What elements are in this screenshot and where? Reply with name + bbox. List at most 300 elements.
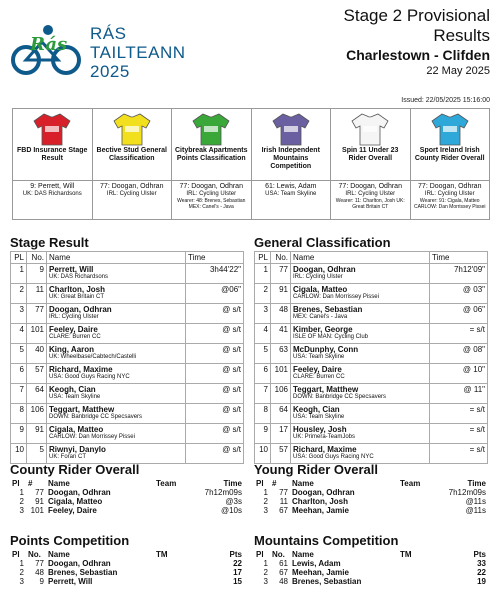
header-team: TM [400,550,412,559]
header-no: No. [271,252,291,264]
table-row [254,488,488,497]
cell-time: = s/t [430,444,488,464]
jersey-wearer: Wearer: 91: Cigala, Matteo CARLOW: Dan Morrissey Pissei [413,198,486,210]
rider-name: Teggart, Matthew [293,385,359,394]
cell-time: @ s/t [186,364,244,384]
cell-no: 64 [27,384,47,404]
cell-name [47,424,186,444]
header-team: TM [156,550,168,559]
cell-team [398,488,438,497]
cell-no: 64 [271,404,291,424]
table-row [255,344,488,364]
cell-pl: 2 [11,284,27,304]
cell-no: 40 [27,344,47,364]
cell-no: 101 [271,364,291,384]
cell-time: @ 08" [430,344,488,364]
young-rider-table [254,479,488,515]
table-row [11,444,244,464]
header-name: Name [292,479,314,488]
cell-name [47,404,186,424]
header-pl: Pl [12,479,20,488]
jersey-leader-name: 77: Doogan, Odhran [179,183,243,190]
cell-no: 5 [27,444,47,464]
cell-no: 57 [27,364,47,384]
cell-pl: 3 [263,506,268,515]
cell-name [47,384,186,404]
race-logo [8,20,90,80]
header-pl: Pl [12,550,20,559]
rider-name: Kimber, George [293,325,353,334]
cell-pl: 1 [263,559,268,568]
cell-no: 17 [271,424,291,444]
jersey-cell [411,109,490,219]
cell-no: 11 [279,497,288,506]
cell-no: 77 [279,488,288,497]
table-row [255,404,488,424]
cell-pl: 3 [255,304,271,324]
rider-name: McDunphy, Conn [293,345,359,354]
jersey-leader [21,181,84,198]
table-row [255,364,488,384]
cell-time: @ 11" [430,384,488,404]
cell-no: 77 [271,264,291,284]
cell-name [291,284,430,304]
table-row [10,559,244,568]
yellow-jersey-icon [112,112,152,146]
rider-team: USA: Good Guys Racing NYC [293,454,374,460]
rider-name: Meehan, Jamie [292,506,349,515]
jersey-leader [411,181,490,210]
table-row [254,497,488,506]
rider-name: Cigala, Matteo [48,497,103,506]
jersey-title: Citybreak Apartments Points Classification [175,147,248,162]
cell-pl: 6 [11,364,27,384]
rider-team: CARLOW: Dan Morrissey Pissei [49,434,135,440]
cell-no: 106 [271,384,291,404]
cell-team [154,559,194,568]
table-header-row [10,550,244,559]
cell-pl: 3 [11,304,27,324]
header-pl: PL [255,252,271,264]
table-header-row [11,252,244,264]
table-header-row [10,479,244,488]
table-row [254,577,488,586]
cell-pl: 9 [255,424,271,444]
cell-time: 3h44'22" [186,264,244,284]
cyclist-logo-icon [8,20,90,80]
cell-time: @ s/t [186,444,244,464]
cell-pl: 1 [263,488,268,497]
cell-time: @ s/t [186,424,244,444]
rider-name: Housley, Josh [293,425,347,434]
cell-time: @ s/t [186,324,244,344]
table-row [254,568,488,577]
jersey-cell [252,109,332,219]
table-row [254,506,488,515]
cell-no: 48 [271,304,291,324]
cell-pl: 6 [255,364,271,384]
cell-no: 101 [27,324,47,344]
rider-name: Brenes, Sebastian [292,577,362,586]
rider-name: Lewis, Adam [292,559,341,568]
rider-name: Doogan, Odhran [293,265,356,274]
table-row [10,568,244,577]
header-pl: Pl [256,550,264,559]
stage-date: 22 May 2025 [426,65,490,77]
table-row [10,497,244,506]
cell-name [47,444,186,464]
cell-name [291,384,430,404]
table-row [11,324,244,344]
cell-team [398,559,438,568]
cell-pts: 22 [477,568,486,577]
page-header [0,0,500,110]
cell-pl: 2 [255,284,271,304]
rider-team: UK: Foran CT [49,454,87,460]
rider-team: UK: DAS Richardsons [49,274,109,280]
rider-team: IRL: Cycling Ulster [293,274,343,280]
cell-no: 77 [35,559,44,568]
stage-result-title: Stage Result [10,235,89,250]
jersey-title: Irish Independent Mountains Competition [261,147,320,170]
header-pts: Pts [229,550,242,559]
rider-name: King, Aaron [49,345,95,354]
svg-text:Rás: Rás [30,34,68,55]
jersey-title: Bective Stud General Classification [96,147,167,162]
cell-time: @ s/t [186,344,244,364]
header-no: # [272,479,277,488]
race-name-line1: RÁS [90,24,127,43]
header-pl: Pl [256,479,264,488]
jersey-cell [331,109,411,219]
cell-pl: 3 [263,577,268,586]
cell-time: @ s/t [186,384,244,404]
cell-name [47,344,186,364]
cell-pl: 10 [11,444,27,464]
jersey-wearer: Wearer: 48: Brenes, Sebastian MEX: Canel's - Java [177,198,246,210]
cell-pl: 7 [11,384,27,404]
header-name: Name [291,252,430,264]
table-row [255,444,488,464]
issued-timestamp: Issued: 22/05/2025 15:16:00 [401,97,490,104]
header-time: Time [467,479,486,488]
table-row [255,264,488,284]
rider-name: Teggart, Matthew [49,405,115,414]
jersey-title: Sport Ireland Irish County Rider Overall [414,147,485,162]
header-time: Time [430,252,488,264]
cell-pl: 3 [19,506,24,515]
jersey-leader-team: IRL: Cycling Ulster [424,191,475,197]
cell-pl: 8 [255,404,271,424]
table-row [11,284,244,304]
cell-pl: 1 [19,488,24,497]
cell-no: 77 [35,488,44,497]
cell-no: 91 [35,497,44,506]
cell-pl: 4 [11,324,27,344]
table-row [11,384,244,404]
cell-pl: 2 [263,568,268,577]
header-time: Time [223,479,242,488]
table-header-row [254,550,488,559]
jersey-leader-team: USA: Team Skyline [265,191,317,197]
jersey-leader-name: 77: Doogan, Odhran [100,183,164,190]
table-header-row [254,479,488,488]
rider-team: ISLE OF MAN: Cycling Club [293,334,369,340]
cell-no: 57 [271,444,291,464]
young-rider-title: Young Rider Overall [254,462,379,477]
header-no: No. [27,252,47,264]
jersey-leader [98,181,165,198]
cell-time: = s/t [430,404,488,424]
rider-team: USA: Team Skyline [293,414,345,420]
cell-pl: 3 [19,577,24,586]
rider-team: IRL: Cycling Ulster [49,314,99,320]
cell-no: 61 [279,559,288,568]
stage-title: Stage 2 Provisional [343,6,490,25]
rider-name: Meehan, Jamie [292,568,349,577]
cell-pl: 5 [255,344,271,364]
table-row [255,384,488,404]
cell-time: 7h12m09s [448,488,486,497]
cell-no: 48 [279,577,288,586]
header-name: Name [48,479,70,488]
rider-name: Charlton, Josh [292,497,349,506]
table-row [10,506,244,515]
rider-team: USA: Team Skyline [293,354,345,360]
table-header-row [255,252,488,264]
mountains-table [254,550,488,586]
table-row [11,364,244,384]
rider-team: UK: Wheelbase/Cabtech/Castelli [49,354,137,360]
rider-team: CARLOW: Dan Morrissey Pissei [293,294,379,300]
rider-team: CLARE: Burren CC [49,334,101,340]
cell-time: @06" [186,284,244,304]
rider-name: Riwnyi, Danylo [49,445,106,454]
header-name: Name [47,252,186,264]
table-row [255,284,488,304]
cell-pts: 19 [477,577,486,586]
cell-name [291,364,430,384]
jersey-leader [331,181,410,210]
rider-team: USA: Team Skyline [49,394,101,400]
cell-time: = s/t [430,324,488,344]
red-jersey-icon [32,112,72,146]
cell-pl: 5 [11,344,27,364]
cell-no: 63 [271,344,291,364]
header-name: Name [48,550,70,559]
table-row [11,404,244,424]
cell-time: @11s [465,506,486,515]
county-rider-table [10,479,244,515]
jersey-leader-team: IRL: Cycling Ulster [106,191,157,197]
cyan-jersey-icon [430,112,470,146]
cell-no: 67 [279,506,288,515]
cell-time: 7h12m09s [204,488,242,497]
header-name: Name [292,550,314,559]
header-no: # [28,479,33,488]
cell-pts: 33 [477,559,486,568]
cell-no: 77 [27,304,47,324]
table-row [11,344,244,364]
cell-team [154,497,194,506]
table-row [255,424,488,444]
cell-pts: 17 [233,568,242,577]
rider-name: Perrett, Will [48,577,93,586]
jersey-leader-name: 77: Doogan, Odhran [418,183,482,190]
rider-name: Charlton, Josh [49,285,106,294]
cell-pl: 2 [19,568,24,577]
table-row [254,559,488,568]
cell-time: = s/t [430,424,488,444]
cell-time: @ 06" [430,304,488,324]
header-team: Team [156,479,177,488]
cell-name [291,424,430,444]
points-title: Points Competition [10,533,130,548]
cell-no: 41 [271,324,291,344]
jersey-cell [93,109,173,219]
cell-pts: 15 [233,577,242,586]
cell-team [154,568,194,577]
cell-name [291,304,430,324]
jersey-leader [172,181,251,210]
table-row [255,304,488,324]
cell-no: 91 [271,284,291,304]
rider-team: UK: Primera-TeamJobs [293,434,356,440]
cell-pts: 22 [233,559,242,568]
cell-pl: 2 [19,497,24,506]
jersey-cell [13,109,93,219]
race-name-line2: TAILTEANN [90,43,186,62]
rider-name: Feeley, Daire [49,325,98,334]
cell-no: 67 [279,568,288,577]
cell-name [291,264,430,284]
cell-no: 48 [35,568,44,577]
rider-name: Brenes, Sebastian [293,305,363,314]
rider-name: Doogan, Odhran [49,305,112,314]
stage-route: Charlestown - Clifden [346,47,490,63]
table-row [11,424,244,444]
cell-team [154,506,194,515]
table-row [11,304,244,324]
cell-time: @3s [225,497,242,506]
jersey-wearer: Wearer: 11: Charlton, Josh UK: Great Britain CT [335,198,405,210]
header-no: No. [28,550,41,559]
header-no: No. [272,550,285,559]
rider-team: CLARE: Burren CC [293,374,345,380]
jersey-cell [172,109,252,219]
rider-name: Richard, Maxime [293,445,357,454]
cell-no: 106 [27,404,47,424]
rider-name: Keogh, Cian [293,405,340,414]
cell-name [291,444,430,464]
cell-team [154,488,194,497]
header-team: Team [400,479,421,488]
table-row [255,324,488,344]
rider-team: DOWN: Banbridge CC Specsavers [293,394,387,400]
race-name-line3: 2025 [90,62,130,81]
cell-time: @11s [465,497,486,506]
header-pl: PL [11,252,27,264]
rider-team: USA: Good Guys Racing NYC [49,374,130,380]
rider-name: Doogan, Odhran [48,488,111,497]
table-row [10,488,244,497]
cell-name [47,324,186,344]
cell-time: @10s [220,506,242,515]
cell-pl: 4 [255,324,271,344]
rider-team: DOWN: Banbridge CC Specsavers [49,414,143,420]
rider-name: Feeley, Daire [48,506,97,515]
cell-name [47,364,186,384]
jersey-leader-team: IRL: Cycling Ulster [186,191,237,197]
cell-team [398,506,438,515]
cell-pl: 7 [255,384,271,404]
cell-team [398,577,438,586]
gc-table [254,251,488,464]
rider-name: Doogan, Odhran [48,559,111,568]
purple-jersey-icon [271,112,311,146]
race-name [90,24,186,81]
cell-pl: 8 [11,404,27,424]
cell-name [47,304,186,324]
stage-result-table [10,251,244,464]
cell-pl: 2 [263,497,268,506]
rider-name: Keogh, Cian [49,385,96,394]
county-rider-title: County Rider Overall [10,462,140,477]
rider-name: Cigala, Matteo [293,285,348,294]
jersey-leader-team: IRL: Cycling Ulster [345,191,396,197]
rider-name: Perrett, Will [49,265,94,274]
cell-time: 7h12'09" [430,264,488,284]
cell-no: 101 [30,506,44,515]
jersey-leader-name: 77: Doogan, Odhran [338,183,402,190]
stage-title-block [210,6,490,78]
cell-pl: 10 [255,444,271,464]
cell-team [398,568,438,577]
cell-no: 11 [27,284,47,304]
header-time: Time [186,252,244,264]
jersey-title: Spin 11 Under 23 Rider Overall [342,147,399,162]
header-pts: Pts [473,550,486,559]
jersey-title: FBD Insurance Stage Result [17,147,88,162]
table-row [11,264,244,284]
cell-team [398,497,438,506]
cell-pl: 1 [19,559,24,568]
rider-team: MEX: Canel's - Java [293,314,348,320]
cell-no: 9 [27,264,47,284]
cell-name [291,344,430,364]
cell-name [291,404,430,424]
cell-pl: 1 [11,264,27,284]
table-row [10,577,244,586]
mountains-title: Mountains Competition [254,533,399,548]
cell-pl: 1 [255,264,271,284]
cell-time: @ 03" [430,284,488,304]
rider-name: Cigala, Matteo [49,425,104,434]
rider-team: UK: Great Britain CT [49,294,105,300]
cell-name [47,284,186,304]
cell-no: 91 [27,424,47,444]
cell-team [154,577,194,586]
white-jersey-icon [350,112,390,146]
cell-name [47,264,186,284]
rider-name: Brenes, Sebastian [48,568,118,577]
jersey-panel [12,108,490,220]
jersey-leader [263,181,318,198]
rider-name: Doogan, Odhran [292,488,355,497]
cell-no: 9 [39,577,44,586]
points-table [10,550,244,586]
gc-title: General Classification [254,235,391,250]
